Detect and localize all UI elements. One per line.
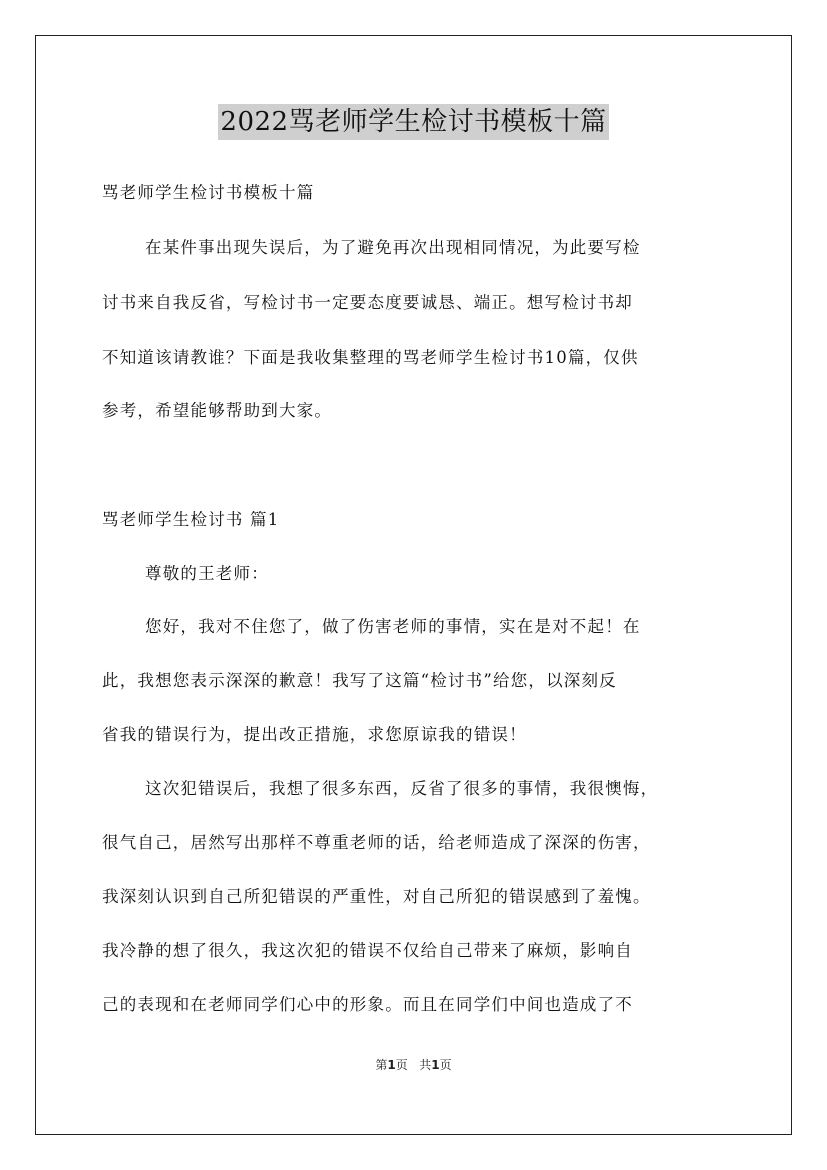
paragraph-line: 己的表现和在老师同学们心中的形象。而且在同学们中间也造成了不 (102, 995, 633, 1014)
total-suffix: 页 (439, 1058, 452, 1072)
paragraph-line: 我冷静的想了很久，我这次犯的错误不仅给自己带来了麻烦，影响自 (102, 941, 633, 960)
title-container (0, 104, 827, 140)
page-number: 1 (387, 1058, 396, 1072)
paragraph-line: 我深刻认识到自己所犯错误的严重性，对自己所犯的错误感到了羞愧。 (102, 887, 651, 906)
section-heading: 骂老师学生检讨书 篇1 (102, 510, 280, 529)
page-prefix: 第 (375, 1058, 388, 1072)
document-title: 2022骂老师学生检讨书模板十篇 (218, 104, 608, 140)
paragraph-line: 此，我想您表示深深的歉意！我写了这篇“检讨书”给您，以深刻反 (102, 671, 617, 690)
page-suffix: 页 (395, 1058, 408, 1072)
paragraph-line: 这次犯错误后，我想了很多东西，反省了很多的事情，我很懊悔， (145, 779, 659, 798)
subtitle: 骂老师学生检讨书模板十篇 (102, 183, 315, 202)
paragraph-line: 很气自己，居然写出那样不尊重老师的话，给老师造成了深深的伤害， (102, 833, 651, 852)
intro-line: 不知道该请教谁？下面是我收集整理的骂老师学生检讨书10篇，仅供 (102, 348, 639, 367)
page-footer (0, 1056, 827, 1073)
total-prefix: 共 (419, 1058, 432, 1072)
paragraph-line: 您好，我对不住您了，做了伤害老师的事情，实在是对不起！在 (145, 617, 641, 636)
paragraph-line: 省我的错误行为，提出改正措施，求您原谅我的错误！ (102, 725, 527, 744)
intro-line: 讨书来自我反省，写检讨书一定要态度要诚恳、端正。想写检讨书却 (102, 293, 633, 312)
intro-line: 在某件事出现失误后，为了避免再次出现相同情况，为此要写检 (145, 238, 641, 257)
salutation: 尊敬的王老师： (145, 564, 269, 583)
total-pages: 1 (431, 1058, 440, 1072)
intro-line: 参考，希望能够帮助到大家。 (102, 401, 333, 420)
